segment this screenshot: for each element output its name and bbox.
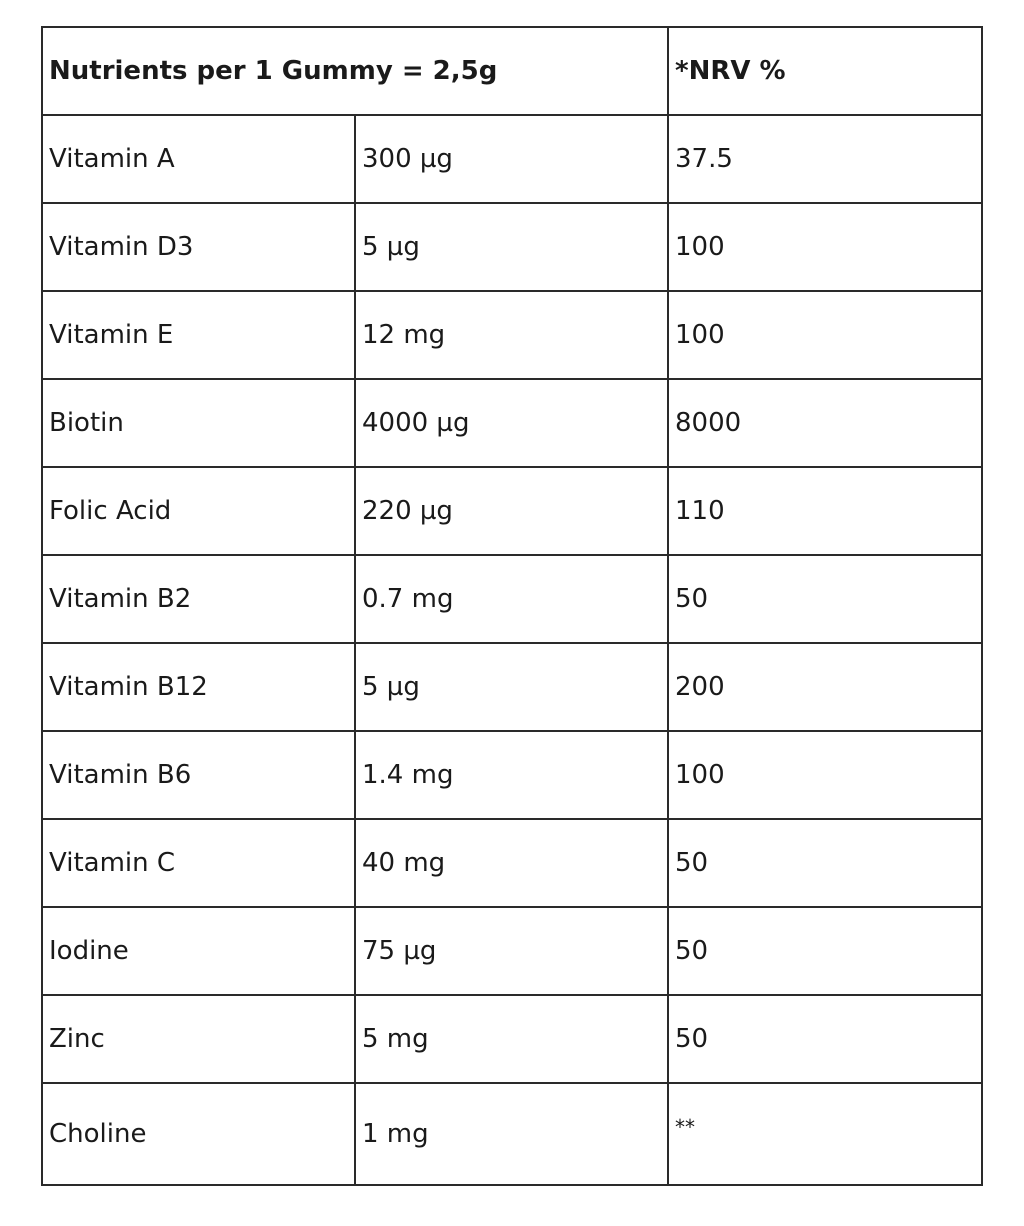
nutrient-nrv: 200 (668, 643, 982, 731)
nutrient-amount: 12 mg (355, 291, 668, 379)
nutrient-nrv: 110 (668, 467, 982, 555)
nutrient-nrv: 100 (668, 203, 982, 291)
header-nutrients: Nutrients per 1 Gummy = 2,5g (42, 27, 668, 115)
nutrient-nrv: 50 (668, 995, 982, 1083)
table-row (42, 995, 982, 1083)
nutrient-name: Folic Acid (42, 467, 355, 555)
nutrient-amount: 300 µg (355, 115, 668, 203)
nutrient-amount: 75 µg (355, 907, 668, 995)
nutrient-name: Biotin (42, 379, 355, 467)
header-nrv: *NRV % (668, 27, 982, 115)
table-row (42, 203, 982, 291)
nutrient-nrv: 50 (668, 555, 982, 643)
table-header-row (42, 27, 982, 115)
nutrient-amount: 4000 µg (355, 379, 668, 467)
nutrient-name: Vitamin B6 (42, 731, 355, 819)
nutrient-name: Vitamin B2 (42, 555, 355, 643)
table-row (42, 1083, 982, 1185)
nutrient-amount: 1.4 mg (355, 731, 668, 819)
nutrient-name: Iodine (42, 907, 355, 995)
nutrient-amount: 40 mg (355, 819, 668, 907)
nutrition-table (41, 26, 983, 1186)
table-row (42, 819, 982, 907)
nutrient-name: Vitamin E (42, 291, 355, 379)
table-row (42, 467, 982, 555)
table-row (42, 731, 982, 819)
table-row (42, 291, 982, 379)
nutrient-nrv: 100 (668, 731, 982, 819)
table-row (42, 907, 982, 995)
nutrient-nrv: 8000 (668, 379, 982, 467)
nutrient-amount: 220 µg (355, 467, 668, 555)
nutrient-name: Vitamin C (42, 819, 355, 907)
nutrient-amount: 0.7 mg (355, 555, 668, 643)
nutrient-nrv: 37.5 (668, 115, 982, 203)
nutrient-name: Zinc (42, 995, 355, 1083)
table-row (42, 115, 982, 203)
nutrient-amount: 5 mg (355, 995, 668, 1083)
nutrient-name: Choline (42, 1083, 355, 1185)
nutrient-name: Vitamin A (42, 115, 355, 203)
table-row (42, 643, 982, 731)
nutrient-amount: 5 µg (355, 643, 668, 731)
nutrient-nrv: 100 (668, 291, 982, 379)
nutrient-amount: 1 mg (355, 1083, 668, 1185)
table-row (42, 379, 982, 467)
nutrient-nrv: 50 (668, 907, 982, 995)
nutrient-amount: 5 µg (355, 203, 668, 291)
nutrient-name: Vitamin D3 (42, 203, 355, 291)
nutrient-name: Vitamin B12 (42, 643, 355, 731)
nutrient-nrv: ** (668, 1083, 982, 1185)
nutrient-nrv: 50 (668, 819, 982, 907)
table-row (42, 555, 982, 643)
